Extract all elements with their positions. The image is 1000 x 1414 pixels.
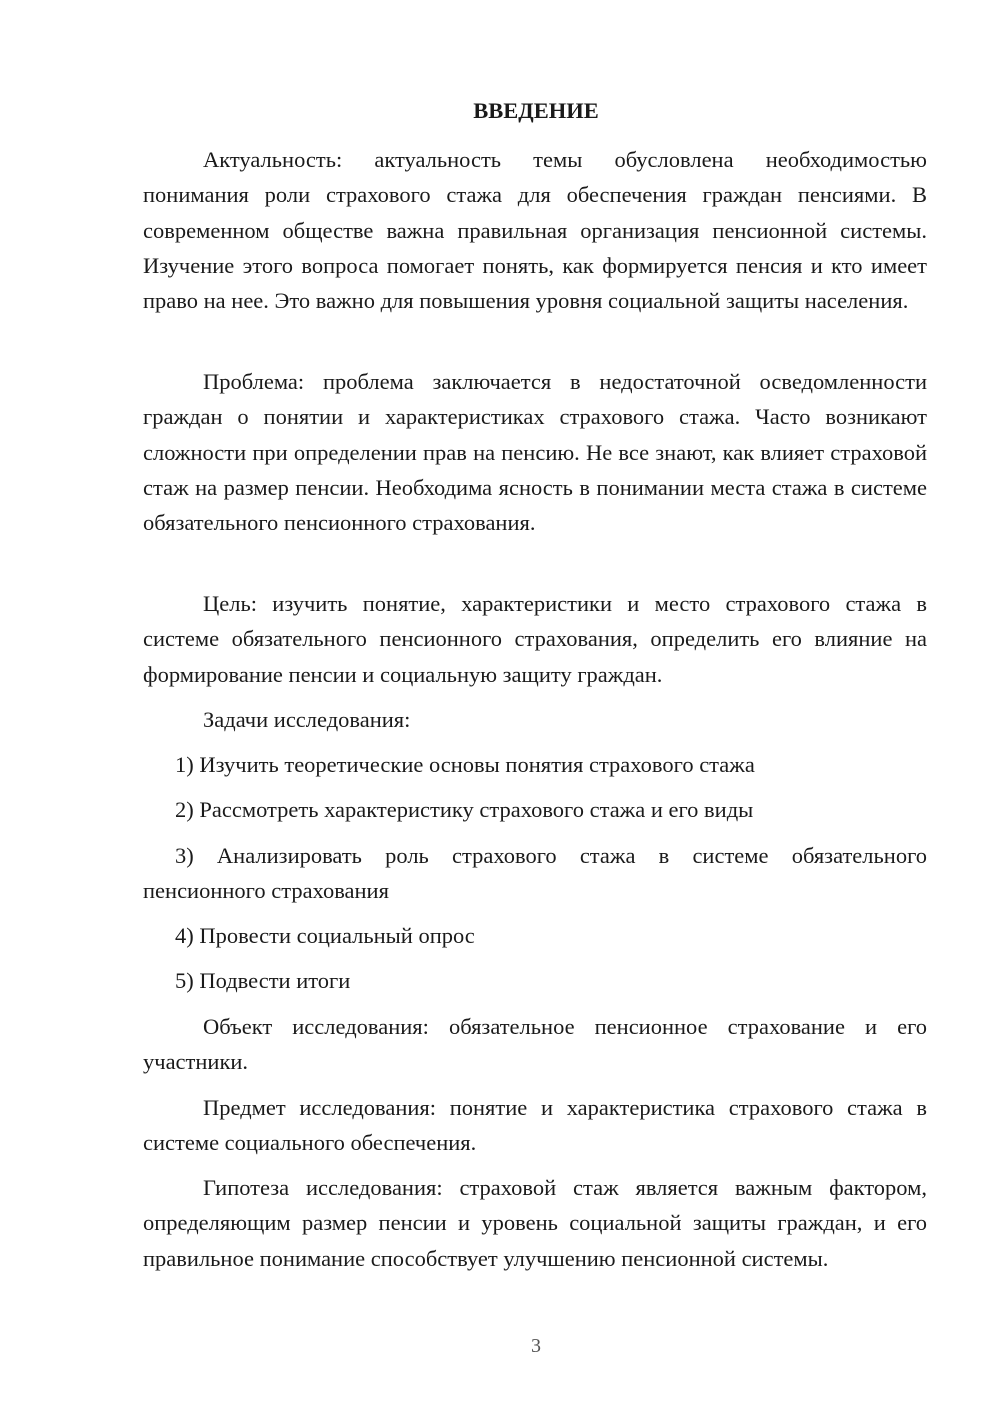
goal-paragraph: Цель: изучить понятие, характеристики и место страхового стажа в системе обязательного пенсионного страхования, определить его влияние на формирование пенсии и социальную защиту граждан. (143, 591, 927, 687)
task-item: 4) Провести социальный опрос (175, 923, 475, 948)
relevance-paragraph: Актуальность: актуальность темы обусловлена необходимостью понимания роли страхового стажа для обеспечения граждан пенсиями. В современном обществе важна правильная организация пенсионной системы. Изучение этого вопроса помогает понять, как формируется пенсия и кто имеет право на нее. Это важно для повышения уровня социальной защиты населения. (143, 147, 927, 314)
tasks-heading: Задачи исследования: (203, 707, 411, 732)
task-item: 5) Подвести итоги (175, 968, 351, 993)
task-item: 3) Анализировать роль страхового стажа в системе обязательного пенсионного страхования (143, 843, 927, 904)
task-item: 2) Рассмотреть характеристику страхового стажа и его виды (175, 797, 754, 822)
problem-paragraph: Проблема: проблема заключается в недостаточной осведомленности граждан о понятии и характеристиках страхового стажа. Часто возникают сложности при определении прав на пенсию. Не все знают, как влияет страховой стаж на размер пенсии. Необходима ясность в понимании места стажа в системе обязательного пенсионного страхования. (143, 369, 927, 536)
page-number: 3 (531, 1335, 541, 1357)
page-title: ВВЕДЕНИЕ (473, 98, 599, 123)
object-paragraph: Объект исследования: обязательное пенсионное страхование и его участники. (143, 1014, 927, 1075)
task-item: 1) Изучить теоретические основы понятия страхового стажа (175, 752, 755, 777)
hypothesis-paragraph: Гипотеза исследования: страховой стаж является важным фактором, определяющим размер пенсии и уровень социальной защиты граждан, и его правильное понимание способствует улучшению пенсионной системы. (143, 1175, 927, 1271)
subject-paragraph: Предмет исследования: понятие и характеристика страхового стажа в системе социального обеспечения. (143, 1095, 927, 1156)
